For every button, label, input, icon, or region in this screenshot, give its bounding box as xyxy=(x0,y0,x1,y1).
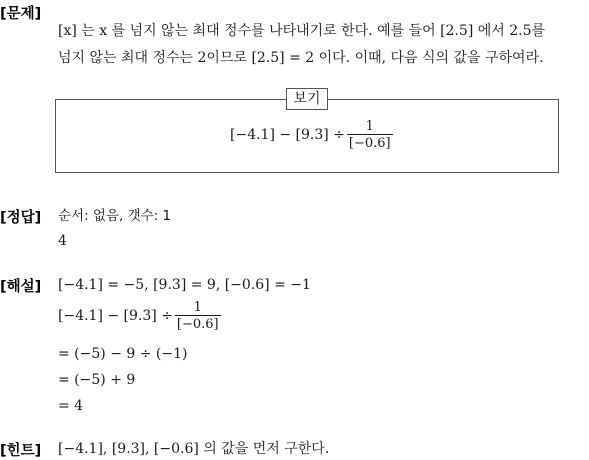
explanation-fraction xyxy=(175,300,221,332)
example-expression xyxy=(230,119,395,151)
explanation-line-4: = (−5) + 9 xyxy=(58,372,136,388)
problem-line-1: [x] 는 x 를 넘지 않는 최대 정수를 나타내기로 한다. 예를 들어 [2.5] 에서 2.5를 xyxy=(58,23,546,39)
problem-line-2: 넘지 않는 최대 정수는 2이므로 [2.5] = 2 이다. 이때, 다음 식의 값을 구하여라. xyxy=(58,50,544,66)
hint-line-1: [−4.1], [9.3], [−0.6] 의 값을 먼저 구한다. xyxy=(58,441,330,457)
answer-tag: [정답] xyxy=(0,210,42,226)
example-fraction-denominator: [−0.6] xyxy=(348,136,391,151)
answer-line-2: 4 xyxy=(58,233,67,249)
explanation-line-2 xyxy=(58,300,223,332)
explanation-line-5: = 4 xyxy=(58,398,84,414)
hint-tag: [힌트] xyxy=(0,443,42,459)
explanation-line-3: = (−5) − 9 ÷ (−1) xyxy=(58,346,188,362)
explanation-fraction-numerator: 1 xyxy=(193,300,202,315)
explanation-line-2-left: [−4.1] − [9.3] ÷ xyxy=(58,308,173,324)
answer-line-1: 순서: 없음, 갯수: 1 xyxy=(58,208,172,224)
explanation-tag: [해설] xyxy=(0,279,42,295)
explanation-line-1: [−4.1] = −5, [9.3] = 9, [−0.6] = −1 xyxy=(58,277,311,293)
example-expression-left: [−4.1] − [9.3] ÷ xyxy=(230,127,345,143)
explanation-fraction-denominator: [−0.6] xyxy=(176,317,219,332)
example-fraction xyxy=(347,119,393,151)
example-fraction-numerator: 1 xyxy=(365,119,374,134)
problem-tag: [문제] xyxy=(0,6,42,22)
example-box-title: 보기 xyxy=(286,88,328,110)
